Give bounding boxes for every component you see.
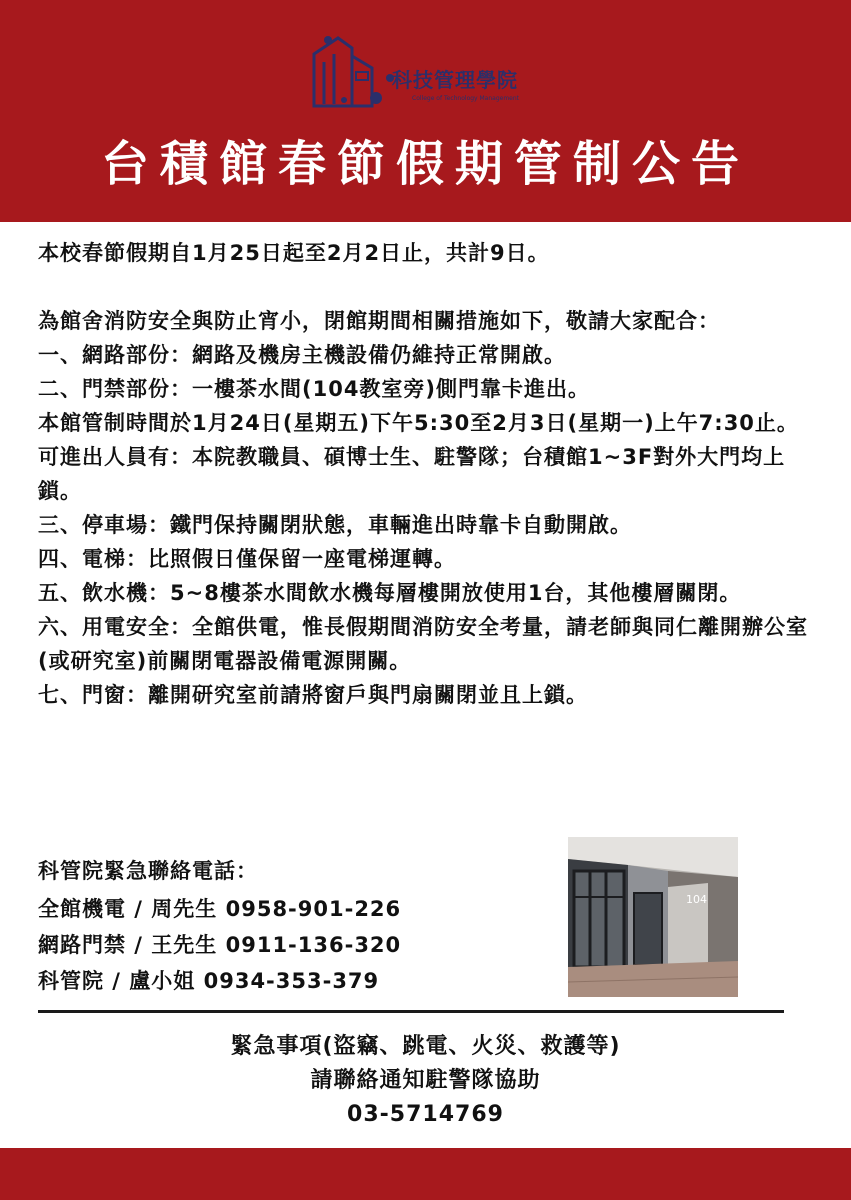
header-banner bbox=[0, 0, 851, 222]
item-doors-windows: 七、門窗：離開研究室前請將窗戶與門扇關閉並且上鎖。 bbox=[38, 683, 588, 707]
item-water-dispenser: 五、飲水機：5~8樓茶水間飲水機每層樓開放使用1台，其他樓層關閉。 bbox=[38, 581, 742, 605]
side-door-photo bbox=[568, 837, 738, 997]
college-subtitle: College of Technology Management bbox=[412, 95, 520, 102]
item-control-hours: 本館管制時間於1月24日(星期五)下午5:30至2月3日(星期一)上午7:30止。 bbox=[38, 411, 799, 435]
page-title: 台積館春節假期管制公告 bbox=[100, 136, 750, 192]
contact-item: 全館機電 / 周先生 0958-901-226 bbox=[38, 897, 402, 921]
contacts-title: 科管院緊急聯絡電話： bbox=[38, 859, 258, 883]
item-elevator: 四、電梯：比照假日僅保留一座電梯運轉。 bbox=[38, 547, 456, 571]
divider bbox=[38, 1010, 784, 1013]
item-allowed-personnel: 可進出人員有：本院教職員、碩博士生、駐警隊；台積館1~3F對外大門均上鎖。 bbox=[38, 445, 786, 503]
college-logo bbox=[300, 28, 560, 110]
emergency-phone: 03-5714769 bbox=[347, 1102, 504, 1127]
emergency-contacts bbox=[38, 853, 558, 999]
contact-item: 網路門禁 / 王先生 0911-136-320 bbox=[38, 933, 402, 957]
announcement-body bbox=[38, 236, 828, 712]
building-logo-icon bbox=[300, 28, 400, 110]
emergency-line2: 請聯絡通知駐警隊協助 bbox=[310, 1068, 541, 1093]
college-name: 科技管理學院 bbox=[392, 68, 518, 92]
item-access-control: 二、門禁部份：一樓茶水間(104教室旁)側門靠卡進出。 bbox=[38, 377, 591, 401]
item-power-safety: 六、用電安全：全館供電，惟長假期間消防安全考量，請老師與同仁離開辦公室 (或研究室)前關閉電器設備電源開關。 bbox=[38, 615, 808, 673]
contact-item: 科管院 / 盧小姐 0934-353-379 bbox=[38, 969, 380, 993]
footer-banner bbox=[0, 1148, 851, 1200]
emergency-line1: 緊急事項(盜竊、跳電、火災、救護等) bbox=[230, 1034, 621, 1059]
emergency-notice bbox=[0, 1030, 851, 1132]
item-network: 一、網路部份：網路及機房主機設備仍維持正常開啟。 bbox=[38, 343, 566, 367]
item-parking: 三、停車場：鐵門保持關閉狀態，車輛進出時靠卡自動開啟。 bbox=[38, 513, 632, 537]
holiday-period-text: 本校春節假期自1月25日起至2月2日止，共計9日。 bbox=[38, 241, 550, 265]
intro-text: 為館舍消防安全與防止宵小，閉館期間相關措施如下，敬請大家配合： bbox=[38, 309, 720, 333]
room-number-label: 104 bbox=[686, 893, 707, 906]
